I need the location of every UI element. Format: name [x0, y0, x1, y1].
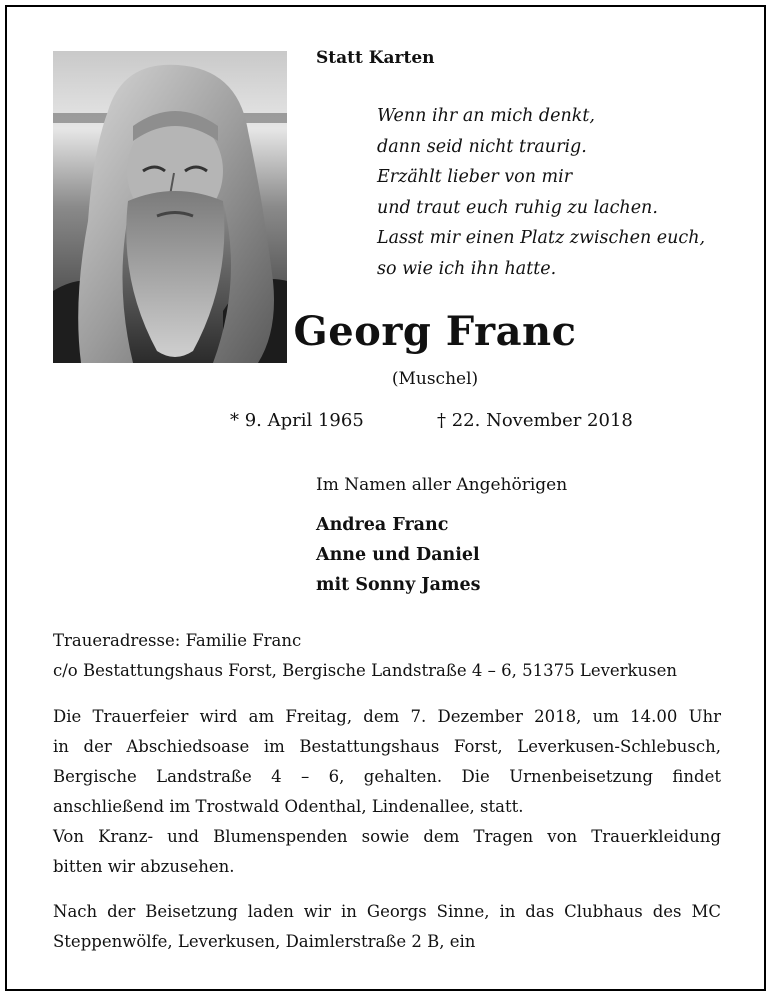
family-member: Anne und Daniel	[316, 545, 480, 565]
family-member: mit Sonny James	[316, 575, 481, 595]
closing-line: Nach der Beisetzung laden wir in Georgs Sinne, in das Clubhaus des MC	[53, 902, 721, 921]
ceremony-line: anschließend im Trostwald Odenthal, Lindenallee, statt.	[53, 797, 524, 816]
poem-line: und traut euch ruhig zu lachen.	[377, 197, 658, 218]
ceremony-line: Von Kranz- und Blumenspenden sowie dem Tragen von Trauerkleidung	[53, 827, 721, 846]
deceased-nickname: (Muschel)	[391, 369, 479, 389]
death-date: † 22. November 2018	[437, 410, 633, 431]
memorial-poem	[377, 101, 705, 284]
poem-line: Wenn ihr an mich denkt,	[377, 106, 595, 126]
closing-invitation	[53, 897, 721, 957]
poem-line: Lasst mir einen Platz zwischen euch,	[377, 228, 706, 248]
ceremony-line: Bergische Landstraße 4 – 6, gehalten. Die Urnenbeisetzung findet	[53, 767, 721, 786]
family-names	[316, 510, 480, 600]
deceased-name: Georg Franc	[293, 308, 577, 355]
closing-line: Steppenwölfe, Leverkusen, Daimlerstraße 2 B, ein	[53, 932, 476, 951]
address-line: c/o Bestattungshaus Forst, Bergische Landstraße 4 – 6, 51375 Leverkusen	[53, 661, 678, 680]
relatives-intro: Im Namen aller Angehörigen	[316, 475, 568, 495]
ceremony-line: bitten wir abzusehen.	[53, 857, 235, 876]
poem-line: Erzählt lieber von mir	[377, 167, 573, 187]
ceremony-line: Die Trauerfeier wird am Freitag, dem 7. Dezember 2018, um 14.00 Uhr	[53, 707, 721, 726]
header-statt-karten: Statt Karten	[316, 48, 435, 68]
ceremony-details	[53, 702, 721, 882]
mourning-address	[53, 626, 677, 686]
birth-date: * 9. April 1965	[230, 410, 364, 431]
ceremony-line: in der Abschiedsoase im Bestattungshaus Forst, Leverkusen-Schlebusch,	[53, 737, 721, 756]
poem-line: dann seid nicht traurig.	[377, 136, 587, 157]
address-line: Traueradresse: Familie Franc	[53, 631, 302, 650]
poem-line: so wie ich ihn hatte.	[377, 258, 557, 279]
family-member: Andrea Franc	[316, 515, 449, 535]
